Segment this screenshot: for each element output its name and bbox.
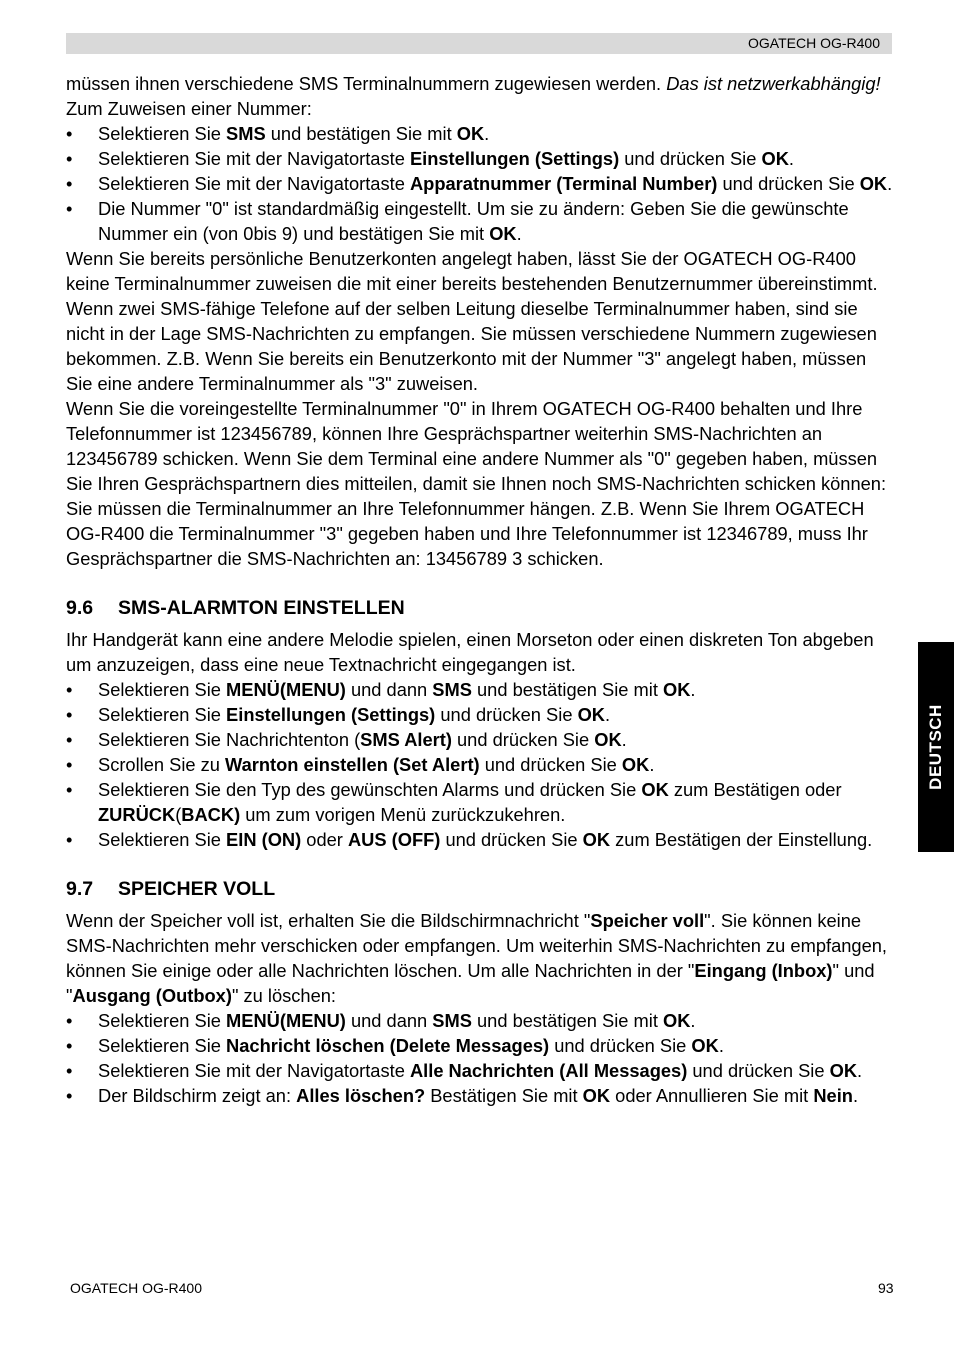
bold-text: OK [582,829,611,850]
header-bar [66,33,892,54]
bold-text: MENÜ(MENU) [226,679,346,700]
bold-text: OK [621,754,650,775]
text-run: Selektieren Sie mit der Navigatortaste [98,1060,410,1081]
intro-paragraph-3: Wenn Sie die voreingestellte Terminalnummer "0" in Ihrem OGATECH OG-R400 behalten und Ihre Telefonnummer ist 123456789, können Ihre Gesprächspartner weiterhin SMS-Nachrichten an 123456789 schicken. Wenn Sie dem Terminal eine andere Nummer als "0" gegeben haben, müssen Sie Ihren Gesprächspartnern dies mitteilen, damit sie Ihnen noch SMS-Nachrichten schicken können: Sie müssen die Terminalnummer an Ihre Telefonnummer hängen. Z.B. Wenn Sie Ihrem OGATECH OG-R400 die Terminalnummer "3" gegeben haben und Ihre Telefonnummer ist 12346789, muss Ihr Gesprächspartner die SMS-Nachrichten an: 13456789 3 schicken. [66,398,887,569]
bold-text: Warnton einstellen (Set Alert) [225,754,480,775]
text-run: und drücken Sie [687,1060,830,1081]
footer-model: OGATECH OG-R400 [70,1280,202,1296]
text-run: und dann [345,679,433,700]
page-content [66,71,894,1108]
bold-text: Einstellungen (Settings) [409,148,620,169]
text-run: . [484,123,490,144]
bullet-item [66,1058,894,1083]
text-run: und drücken Sie [435,704,578,725]
bullet-item [66,752,894,777]
text-run: und drücken Sie [717,173,860,194]
bullet-item [66,1033,894,1058]
text-run: und drücken Sie [479,754,622,775]
section-9-7-title: SPEICHER VOLL [118,878,276,900]
text-run: Bestätigen Sie mit [425,1085,583,1106]
text-run: Selektieren Sie mit der Navigatortaste [98,148,410,169]
section-9-7-number: 9.7 [66,878,94,900]
bold-text: OK [489,223,517,244]
text-run: Selektieren Sie [98,679,227,700]
text-run: . [621,729,627,750]
bold-text: Ausgang (Outbox) [72,985,232,1006]
text-run: Selektieren Sie [98,123,227,144]
text-run: um zum vorigen Menü zurückzukehren. [240,804,566,825]
bold-text: SMS [226,123,266,144]
section-9-7-bullet-list [66,1008,894,1108]
bold-text: ZURÜCK [98,804,176,825]
bullet-item [66,702,894,727]
text-run: . [857,1060,863,1081]
bold-text: MENÜ(MENU) [226,1010,346,1031]
bold-text: EIN (ON) [226,829,302,850]
section-9-6-paragraph: Ihr Handgerät kann eine andere Melodie spielen, einen Morseton oder einen diskreten Ton abgeben um anzuzeigen, dass eine neue Textnachricht eingegangen ist. [66,629,874,675]
text-run: und drücken Sie [619,148,762,169]
bold-text: Alle Nachrichten (All Messages) [409,1060,688,1081]
bold-text: OK [582,1085,611,1106]
text-run: . [690,1010,696,1031]
language-side-tab-label: DEUTSCH [926,704,945,790]
text-run: ". Sie können keine SMS-Nachrichten mehr verschicken oder empfangen. Um weiterhin SMS-Nachrichten zu empfangen, können Sie einige oder alle Nachrichten löschen. Um alle Nachrichten in der " [66,910,887,981]
bold-text: OK [859,173,888,194]
text-run: und dann [345,1010,433,1031]
bullet-item [66,777,894,827]
italic-text: Das ist netzwerkabhängig! [666,73,881,94]
section-9-7-heading [66,876,894,902]
text-run: " zu löschen: [231,985,336,1006]
bold-text: AUS (OFF) [347,829,441,850]
text-run: und drücken Sie [451,729,595,750]
bold-text: Nein [813,1085,853,1106]
bullet-item [66,171,894,196]
text-run: ( [175,804,182,825]
text-run: Selektieren Sie [98,1010,227,1031]
bold-text: OK [594,729,622,750]
text-run: oder Annullieren Sie mit [610,1085,814,1106]
bold-text: Speicher voll [590,910,705,931]
text-run: Zum Zuweisen einer Nummer: [66,98,312,119]
bold-text: BACK) [181,804,241,825]
bold-text: Apparatnummer (Terminal Number) [409,173,718,194]
text-run: . [604,704,611,725]
bold-text: OK [641,779,669,800]
bold-text: Alles löschen? [296,1085,426,1106]
bullet-item [66,121,894,146]
text-run: . [788,148,794,169]
text-run: . [852,1085,859,1106]
text-run: Selektieren Sie [98,1035,227,1056]
bold-text: OK [761,148,789,169]
bold-text: SMS Alert) [360,729,452,750]
text-run: Selektieren Sie den Typ des gewünschten Alarms und drücken Sie [98,779,642,800]
text-run: Selektieren Sie Nachrichtenton ( [98,729,361,750]
text-run: Selektieren Sie [98,829,227,850]
section-9-6-number: 9.6 [66,597,94,619]
text-run: und bestätigen Sie mit [471,679,663,700]
intro-bullet-list [66,121,894,246]
text-run: oder [301,829,348,850]
section-9-6-title: SMS-ALARMTON EINSTELLEN [118,597,405,619]
bold-text: OK [662,679,691,700]
text-run: Selektieren Sie mit der Navigatortaste [98,173,410,194]
bullet-item [66,677,894,702]
bullet-item [66,146,894,171]
text-run: . [516,223,522,244]
text-run: . [690,679,696,700]
text-run: zum Bestätigen der Einstellung. [610,829,873,850]
section-9-7-paragraph [66,908,894,1008]
bold-text: Nachricht löschen (Delete Messages) [226,1035,550,1056]
bullet-item [66,827,894,852]
page-number: 93 [878,1280,894,1296]
text-run: und drücken Sie [440,829,583,850]
text-run: Der Bildschirm zeigt an: [98,1085,297,1106]
bold-text: Eingang (Inbox) [694,960,833,981]
text-run: . [887,173,893,194]
text-run: und drücken Sie [549,1035,692,1056]
text-run: und bestätigen Sie mit [265,123,457,144]
text-run: und bestätigen Sie mit [471,1010,663,1031]
header-title: OGATECH OG-R400 [748,35,880,51]
intro-paragraph-2: Wenn Sie bereits persönliche Benutzerkonten angelegt haben, lässt Sie der OGATECH OG-R400 keine Terminalnummer zuweisen die mit einer bereits bestehenden Benutzernummer übereinstimmt. Wenn zwei SMS-fähige Telefone auf der selben Leitung dieselbe Terminalnummer haben, sind sie nicht in der Lage SMS-Nachrichten zu empfangen. Sie müssen verschiedene Nummern zugewiesen bekommen. Z.B. Wenn Sie bereits ein Benutzerkonto mit der Nummer "3" angelegt haben, müssen Sie eine andere Terminalnummer als "3" zuweisen. [66,248,878,394]
bullet-item [66,1008,894,1033]
text-run: Scrollen Sie zu [98,754,226,775]
intro-paragraph-1 [66,71,894,121]
section-9-6-heading [66,595,894,621]
text-run: . [649,754,655,775]
bold-text: OK [662,1010,691,1031]
bold-text: OK [456,123,485,144]
bold-text: OK [691,1035,719,1056]
bold-text: Einstellungen (Settings) [226,704,436,725]
text-run: Selektieren Sie [98,704,227,725]
text-run: Die Nummer "0" ist standardmäßig eingestellt. Um sie zu ändern: Geben Sie die gewünschte Nummer ein (von 0bis 9) und bestätigen Sie mit [98,198,849,244]
text-run: " und " [66,960,875,1006]
section-9-6-bullet-list [66,677,894,852]
bold-text: SMS [432,679,472,700]
bullet-item [66,727,894,752]
text-run: zum Bestätigen oder [668,779,842,800]
bullet-item [66,1083,894,1108]
bold-text: OK [577,704,605,725]
text-run: Wenn der Speicher voll ist, erhalten Sie die Bildschirmnachricht " [66,910,591,931]
bullet-item [66,196,894,246]
bold-text: SMS [432,1010,472,1031]
text-run: . [718,1035,724,1056]
text-run: müssen ihnen verschiedene SMS Terminalnummern zugewiesen werden. [66,73,667,94]
bold-text: OK [829,1060,858,1081]
language-side-tab [918,642,954,852]
